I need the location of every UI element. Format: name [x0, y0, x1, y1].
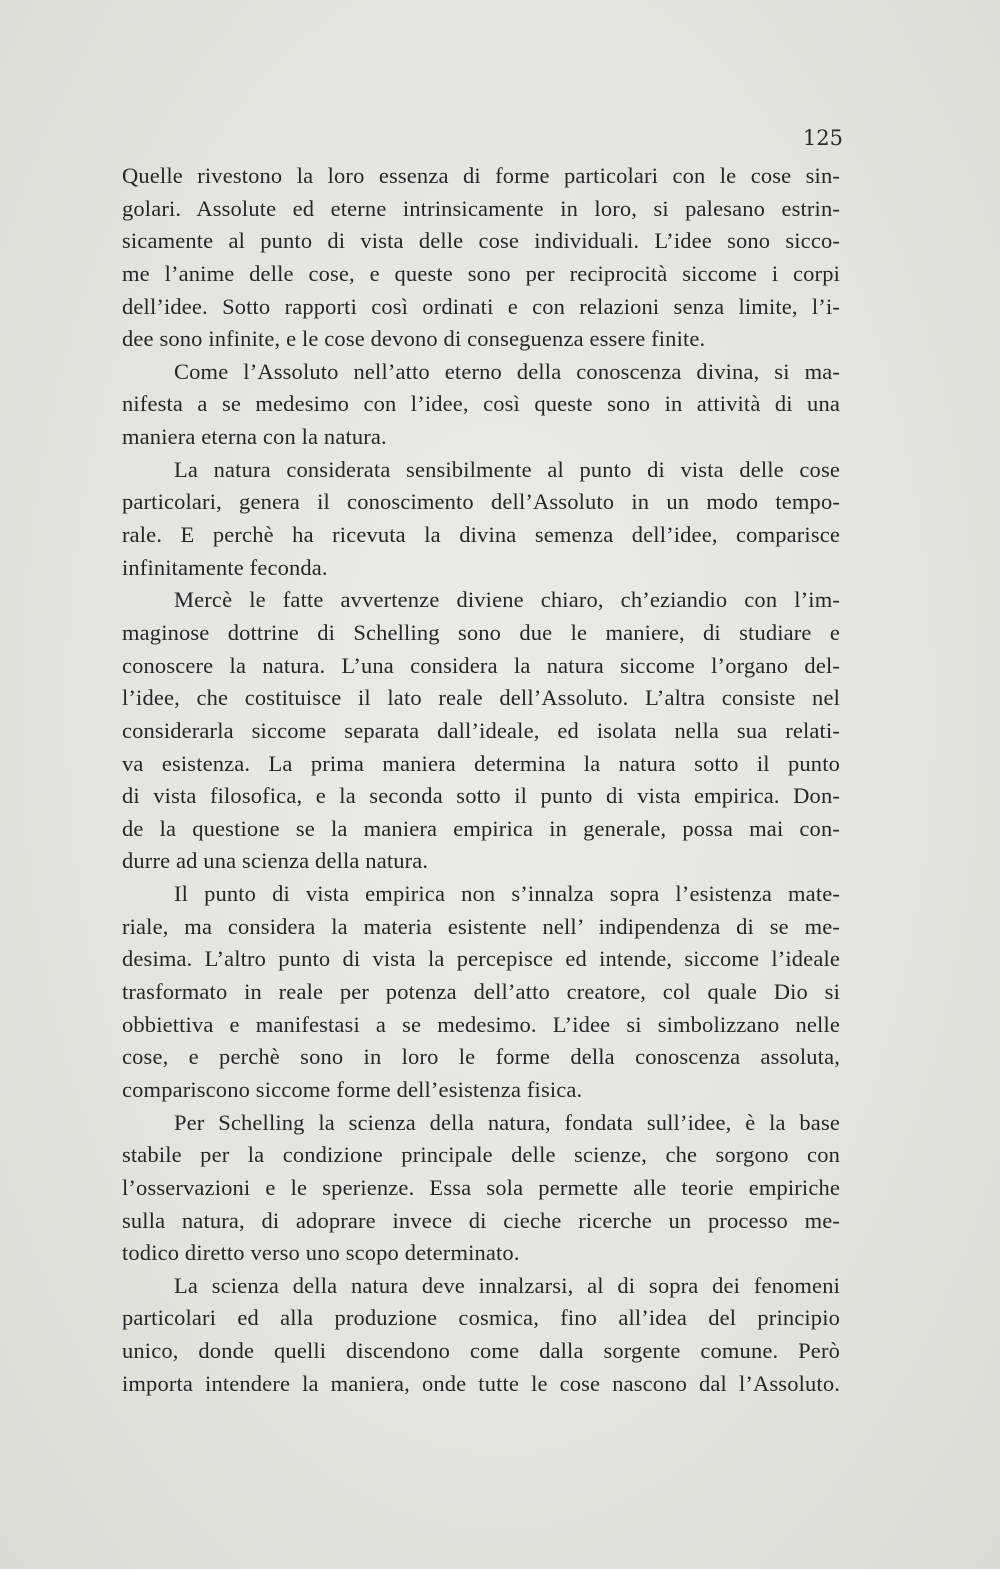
text-line: l’osservazioni e le sperienze. Essa sola permette alle teorie empiriche: [122, 1174, 840, 1200]
text-line: maginose dottrine di Schelling sono due le maniere, di studiare e: [122, 619, 840, 645]
text-line: Per Schelling la scienza della natura, fondata sull’idee, è la base: [174, 1109, 840, 1135]
text-line: sulla natura, di adoprare invece di cieche ricerche un processo me-: [122, 1207, 840, 1233]
text-line: particolari, genera il conoscimento dell’Assoluto in un modo tempo-: [122, 489, 840, 515]
text-line: maniera eterna con la natura.: [122, 424, 387, 450]
text-line: La scienza della natura deve innalzarsi, al di sopra dei fenomeni: [174, 1272, 840, 1298]
text-line: di vista filosofica, e la seconda sotto il punto di vista empirica. Don-: [122, 783, 840, 809]
text-line: l’idee, che costituisce il lato reale dell’Assoluto. L’altra consiste nel: [122, 685, 840, 711]
text-line: La natura considerata sensibilmente al punto di vista delle cose: [174, 456, 840, 482]
text-line: Mercè le fatte avvertenze diviene chiaro, ch’eziandio con l’im-: [174, 587, 840, 613]
text-line: Il punto di vista empirica non s’innalza sopra l’esistenza mate-: [174, 881, 840, 907]
text-line: va esistenza. La prima maniera determina la natura sotto il punto: [122, 750, 840, 776]
text-line: desima. L’altro punto di vista la percepisce ed intende, siccome l’ideale: [122, 946, 840, 972]
text-line: me l’anime delle cose, e queste sono per reciprocità siccome i corpi: [122, 260, 840, 286]
text-line: riale, ma considera la materia esistente nell’ indipendenza di se me-: [122, 913, 840, 939]
text-line: sicamente al punto di vista delle cose individuali. L’idee sono sicco-: [122, 228, 840, 254]
text-line: stabile per la condizione principale delle scienze, che sorgono con: [122, 1142, 840, 1168]
text-line: dell’idee. Sotto rapporti così ordinati e con relazioni senza limite, l’i-: [122, 293, 840, 319]
text-line: todico diretto verso uno scopo determinato.: [122, 1240, 520, 1266]
text-line: rale. E perchè ha ricevuta la divina semenza dell’idee, comparisce: [122, 522, 840, 548]
text-line: unico, donde quelli discendono come dalla sorgente comune. Però: [122, 1338, 840, 1364]
text-line: infinitamente feconda.: [122, 554, 328, 580]
text-line: Quelle rivestono la loro essenza di forme particolari con le cose sin-: [122, 163, 840, 188]
text-line: compariscono siccome forme dell’esistenza fisica.: [122, 1076, 583, 1102]
text-line: trasformato in reale per potenza dell’atto creatore, col quale Dio si: [122, 979, 840, 1005]
text-line: obbiettiva e manifestasi a se medesimo. L’idee si simbolizzano nelle: [122, 1011, 840, 1037]
page-number: 125: [802, 126, 843, 150]
text-line: conoscere la natura. L’una considera la natura siccome l’organo del-: [122, 652, 840, 678]
text-line: de la questione se la maniera empirica in generale, possa mai con-: [122, 815, 840, 841]
text-line: Come l’Assoluto nell’atto eterno della conoscenza divina, si ma-: [174, 358, 840, 384]
page-body-text: [122, 160, 840, 1400]
text-line: golari. Assolute ed eterne intrinsicamente in loro, si palesano estrin-: [122, 195, 840, 221]
text-line: nifesta a se medesimo con l’idee, così queste sono in attività di una: [122, 391, 840, 417]
text-line: considerarla siccome separata dall’ideale, ed isolata nella sua relati-: [122, 717, 840, 743]
text-line: dee sono infinite, e le cose devono di conseguenza essere finite.: [122, 326, 706, 352]
text-line: particolari ed alla produzione cosmica, fino all’idea del principio: [122, 1305, 840, 1331]
text-line: cose, e perchè sono in loro le forme della conoscenza assoluta,: [122, 1044, 840, 1070]
text-line: durre ad una scienza della natura.: [122, 848, 429, 874]
text-line: importa intendere la maniera, onde tutte le cose nascono dal l’Assoluto.: [122, 1370, 840, 1396]
